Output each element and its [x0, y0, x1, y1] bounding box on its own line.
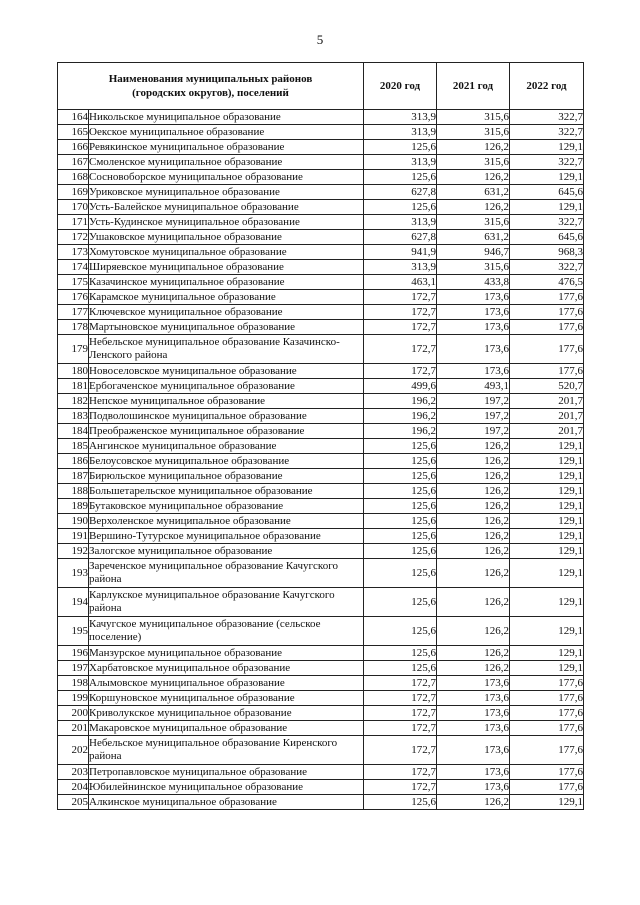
- page-number: 5: [316, 32, 324, 47]
- value-2020: 125,6: [364, 439, 437, 454]
- table-row: [58, 454, 584, 469]
- value-2022: 177,6: [510, 335, 584, 364]
- value-2022: 322,7: [510, 110, 584, 125]
- municipality-name: Оекское муниципальное образование: [89, 125, 364, 140]
- value-2020: 196,2: [364, 424, 437, 439]
- table-row: [58, 230, 584, 245]
- row-number: 186: [58, 454, 89, 469]
- row-number: 198: [58, 676, 89, 691]
- value-2022: 177,6: [510, 364, 584, 379]
- value-2021: 126,2: [437, 200, 510, 215]
- value-2020: 125,6: [364, 795, 437, 810]
- value-2020: 627,8: [364, 230, 437, 245]
- table-row: [58, 469, 584, 484]
- value-2020: 125,6: [364, 499, 437, 514]
- value-2021: 197,2: [437, 424, 510, 439]
- value-2022: 177,6: [510, 320, 584, 335]
- value-2020: 172,7: [364, 364, 437, 379]
- municipality-name: Криволукское муниципальное образование: [89, 706, 364, 721]
- municipality-name: Алкинское муниципальное образование: [89, 795, 364, 810]
- value-2022: 177,6: [510, 676, 584, 691]
- municipality-name: Вершино-Тутурское муниципальное образование: [89, 529, 364, 544]
- value-2022: 129,1: [510, 200, 584, 215]
- header-name-column: [58, 63, 364, 110]
- value-2021: 433,8: [437, 275, 510, 290]
- table-row: [58, 559, 584, 588]
- row-number: 185: [58, 439, 89, 454]
- row-number: 205: [58, 795, 89, 810]
- value-2020: 125,6: [364, 588, 437, 617]
- municipality-name: Сосновоборское муниципальное образование: [89, 170, 364, 185]
- row-number: 194: [58, 588, 89, 617]
- municipality-name: Бирюльское муниципальное образование: [89, 469, 364, 484]
- municipality-name: Зареченское муниципальное образование Качугского района: [89, 559, 364, 588]
- value-2021: 126,2: [437, 646, 510, 661]
- table-row: [58, 439, 584, 454]
- value-2020: 125,6: [364, 559, 437, 588]
- table-row: [58, 275, 584, 290]
- value-2022: 177,6: [510, 290, 584, 305]
- municipality-name: Коршуновское муниципальное образование: [89, 691, 364, 706]
- table-row: [58, 140, 584, 155]
- value-2022: 129,1: [510, 559, 584, 588]
- row-number: 172: [58, 230, 89, 245]
- value-2021: 946,7: [437, 245, 510, 260]
- row-number: 204: [58, 780, 89, 795]
- value-2021: 315,6: [437, 155, 510, 170]
- table-row: [58, 721, 584, 736]
- row-number: 199: [58, 691, 89, 706]
- row-number: 190: [58, 514, 89, 529]
- municipality-name: Небельское муниципальное образование Казачинско-Ленского района: [89, 335, 364, 364]
- table-row: [58, 245, 584, 260]
- municipality-name: Новоселовское муниципальное образование: [89, 364, 364, 379]
- value-2021: 173,6: [437, 320, 510, 335]
- row-number: 193: [58, 559, 89, 588]
- value-2022: 177,6: [510, 305, 584, 320]
- row-number: 202: [58, 736, 89, 765]
- value-2020: 172,7: [364, 676, 437, 691]
- value-2022: 177,6: [510, 765, 584, 780]
- value-2021: 126,2: [437, 559, 510, 588]
- value-2022: 476,5: [510, 275, 584, 290]
- value-2022: 129,1: [510, 499, 584, 514]
- value-2021: 126,2: [437, 454, 510, 469]
- value-2020: 313,9: [364, 215, 437, 230]
- header-name-line2: (городских округов), поселений: [132, 87, 289, 99]
- value-2022: 177,6: [510, 721, 584, 736]
- table-row: [58, 394, 584, 409]
- value-2021: 126,2: [437, 514, 510, 529]
- value-2020: 125,6: [364, 544, 437, 559]
- table-row: [58, 215, 584, 230]
- row-number: 196: [58, 646, 89, 661]
- value-2020: 313,9: [364, 260, 437, 275]
- value-2021: 315,6: [437, 260, 510, 275]
- row-number: 178: [58, 320, 89, 335]
- municipality-name: Качугское муниципальное образование (сельское поселение): [89, 617, 364, 646]
- municipality-name: Залогское муниципальное образование: [89, 544, 364, 559]
- value-2021: 315,6: [437, 215, 510, 230]
- value-2020: 172,7: [364, 736, 437, 765]
- municipality-name: Манзурское муниципальное образование: [89, 646, 364, 661]
- table-row: [58, 736, 584, 765]
- value-2020: 172,7: [364, 335, 437, 364]
- value-2021: 173,6: [437, 335, 510, 364]
- row-number: 175: [58, 275, 89, 290]
- value-2021: 173,6: [437, 290, 510, 305]
- table-row: [58, 320, 584, 335]
- value-2022: 129,1: [510, 514, 584, 529]
- value-2021: 126,2: [437, 795, 510, 810]
- value-2020: 172,7: [364, 780, 437, 795]
- row-number: 197: [58, 661, 89, 676]
- value-2020: 313,9: [364, 110, 437, 125]
- value-2022: 129,1: [510, 617, 584, 646]
- table-row: [58, 765, 584, 780]
- value-2021: 173,6: [437, 706, 510, 721]
- municipality-name: Белоусовское муниципальное образование: [89, 454, 364, 469]
- value-2020: 196,2: [364, 409, 437, 424]
- value-2020: 172,7: [364, 305, 437, 320]
- row-number: 187: [58, 469, 89, 484]
- municipality-name: Ушаковское муниципальное образование: [89, 230, 364, 245]
- row-number: 180: [58, 364, 89, 379]
- municipality-name: Усть-Кудинское муниципальное образование: [89, 215, 364, 230]
- value-2020: 313,9: [364, 125, 437, 140]
- municipality-name: Ключевское муниципальное образование: [89, 305, 364, 320]
- value-2020: 125,6: [364, 617, 437, 646]
- row-number: 191: [58, 529, 89, 544]
- table-row: [58, 588, 584, 617]
- row-number: 174: [58, 260, 89, 275]
- municipality-name: Петропавловское муниципальное образование: [89, 765, 364, 780]
- value-2022: 645,6: [510, 185, 584, 200]
- table-row: [58, 110, 584, 125]
- value-2022: 201,7: [510, 409, 584, 424]
- value-2021: 126,2: [437, 529, 510, 544]
- value-2022: 129,1: [510, 454, 584, 469]
- value-2022: 177,6: [510, 736, 584, 765]
- row-number: 164: [58, 110, 89, 125]
- header-year-2022: 2022 год: [510, 63, 584, 110]
- value-2021: 173,6: [437, 736, 510, 765]
- value-2022: 129,1: [510, 484, 584, 499]
- row-number: 176: [58, 290, 89, 305]
- value-2020: 172,7: [364, 320, 437, 335]
- row-number: 177: [58, 305, 89, 320]
- value-2022: 201,7: [510, 394, 584, 409]
- value-2021: 173,6: [437, 676, 510, 691]
- value-2020: 125,6: [364, 140, 437, 155]
- header-name-line1: Наименования муниципальных районов: [108, 73, 313, 85]
- header-year-2021: 2021 год: [437, 63, 510, 110]
- value-2021: 173,6: [437, 305, 510, 320]
- table-row: [58, 335, 584, 364]
- table-row: [58, 499, 584, 514]
- municipality-name: Алымовское муниципальное образование: [89, 676, 364, 691]
- table-row: [58, 200, 584, 215]
- value-2021: 126,2: [437, 439, 510, 454]
- row-number: 179: [58, 335, 89, 364]
- value-2020: 172,7: [364, 721, 437, 736]
- value-2022: 129,1: [510, 795, 584, 810]
- row-number: 195: [58, 617, 89, 646]
- value-2022: 129,1: [510, 170, 584, 185]
- municipality-name: Подволошинское муниципальное образование: [89, 409, 364, 424]
- value-2020: 125,6: [364, 529, 437, 544]
- table-row: [58, 305, 584, 320]
- value-2022: 129,1: [510, 469, 584, 484]
- value-2021: 315,6: [437, 110, 510, 125]
- table-row: [58, 409, 584, 424]
- municipality-name: Макаровское муниципальное образование: [89, 721, 364, 736]
- table-row: [58, 676, 584, 691]
- value-2020: 125,6: [364, 646, 437, 661]
- municipality-name: Большетарельское муниципальное образование: [89, 484, 364, 499]
- value-2021: 197,2: [437, 409, 510, 424]
- row-number: 168: [58, 170, 89, 185]
- value-2021: 315,6: [437, 125, 510, 140]
- municipality-name: Смоленское муниципальное образование: [89, 155, 364, 170]
- value-2022: 645,6: [510, 230, 584, 245]
- value-2022: 129,1: [510, 646, 584, 661]
- value-2022: 177,6: [510, 706, 584, 721]
- value-2022: 520,7: [510, 379, 584, 394]
- value-2021: 126,2: [437, 588, 510, 617]
- municipality-name: Юбилейнинское муниципальное образование: [89, 780, 364, 795]
- table-row: [58, 364, 584, 379]
- value-2022: 322,7: [510, 155, 584, 170]
- value-2022: 201,7: [510, 424, 584, 439]
- municipality-name: Карлукское муниципальное образование Качугского района: [89, 588, 364, 617]
- row-number: 170: [58, 200, 89, 215]
- table-row: [58, 155, 584, 170]
- value-2021: 631,2: [437, 185, 510, 200]
- value-2020: 196,2: [364, 394, 437, 409]
- value-2022: 129,1: [510, 439, 584, 454]
- data-table: [57, 62, 584, 810]
- value-2021: 197,2: [437, 394, 510, 409]
- table-row: [58, 706, 584, 721]
- table-row: [58, 780, 584, 795]
- municipality-name: Ревякинское муниципальное образование: [89, 140, 364, 155]
- table-header: [58, 63, 584, 110]
- table-row: [58, 529, 584, 544]
- value-2021: 126,2: [437, 617, 510, 646]
- row-number: 181: [58, 379, 89, 394]
- municipality-name: Харбатовское муниципальное образование: [89, 661, 364, 676]
- value-2021: 126,2: [437, 661, 510, 676]
- table-row: [58, 260, 584, 275]
- row-number: 171: [58, 215, 89, 230]
- table-row: [58, 661, 584, 676]
- table-row: [58, 484, 584, 499]
- municipality-name: Верхоленское муниципальное образование: [89, 514, 364, 529]
- municipality-name: Ширяевское муниципальное образование: [89, 260, 364, 275]
- value-2021: 493,1: [437, 379, 510, 394]
- value-2020: 313,9: [364, 155, 437, 170]
- table-row: [58, 617, 584, 646]
- value-2020: 463,1: [364, 275, 437, 290]
- value-2021: 126,2: [437, 484, 510, 499]
- value-2020: 125,6: [364, 484, 437, 499]
- row-number: 167: [58, 155, 89, 170]
- table-row: [58, 379, 584, 394]
- value-2021: 631,2: [437, 230, 510, 245]
- value-2022: 968,3: [510, 245, 584, 260]
- value-2020: 125,6: [364, 200, 437, 215]
- row-number: 192: [58, 544, 89, 559]
- value-2021: 173,6: [437, 780, 510, 795]
- value-2021: 126,2: [437, 544, 510, 559]
- value-2021: 173,6: [437, 691, 510, 706]
- value-2020: 125,6: [364, 514, 437, 529]
- table-row: [58, 125, 584, 140]
- value-2021: 126,2: [437, 170, 510, 185]
- row-number: 188: [58, 484, 89, 499]
- value-2021: 126,2: [437, 499, 510, 514]
- municipality-name: Казачинское муниципальное образование: [89, 275, 364, 290]
- value-2022: 129,1: [510, 588, 584, 617]
- municipality-name: Преображенское муниципальное образование: [89, 424, 364, 439]
- value-2022: 129,1: [510, 544, 584, 559]
- table-row: [58, 170, 584, 185]
- value-2020: 627,8: [364, 185, 437, 200]
- value-2022: 129,1: [510, 140, 584, 155]
- row-number: 166: [58, 140, 89, 155]
- row-number: 201: [58, 721, 89, 736]
- row-number: 169: [58, 185, 89, 200]
- value-2020: 125,6: [364, 170, 437, 185]
- value-2021: 173,6: [437, 721, 510, 736]
- value-2020: 941,9: [364, 245, 437, 260]
- value-2022: 129,1: [510, 661, 584, 676]
- value-2021: 173,6: [437, 765, 510, 780]
- municipality-name: Усть-Балейское муниципальное образование: [89, 200, 364, 215]
- value-2020: 499,6: [364, 379, 437, 394]
- municipality-name: Никольское муниципальное образование: [89, 110, 364, 125]
- value-2020: 172,7: [364, 290, 437, 305]
- table-row: [58, 544, 584, 559]
- table-row: [58, 424, 584, 439]
- table-body: [58, 110, 584, 810]
- municipality-name: Бутаковское муниципальное образование: [89, 499, 364, 514]
- municipality-name: Непское муниципальное образование: [89, 394, 364, 409]
- value-2022: 177,6: [510, 780, 584, 795]
- row-number: 183: [58, 409, 89, 424]
- value-2020: 125,6: [364, 454, 437, 469]
- table-row: [58, 290, 584, 305]
- value-2022: 322,7: [510, 260, 584, 275]
- value-2022: 129,1: [510, 529, 584, 544]
- row-number: 173: [58, 245, 89, 260]
- municipality-name: Небельское муниципальное образование Киренского района: [89, 736, 364, 765]
- value-2020: 172,7: [364, 765, 437, 780]
- row-number: 184: [58, 424, 89, 439]
- header-year-2020: 2020 год: [364, 63, 437, 110]
- table-row: [58, 795, 584, 810]
- value-2021: 126,2: [437, 140, 510, 155]
- municipality-name: Ербогаченское муниципальное образование: [89, 379, 364, 394]
- value-2022: 177,6: [510, 691, 584, 706]
- value-2020: 125,6: [364, 469, 437, 484]
- row-number: 165: [58, 125, 89, 140]
- value-2020: 172,7: [364, 706, 437, 721]
- table-row: [58, 646, 584, 661]
- value-2020: 125,6: [364, 661, 437, 676]
- value-2022: 322,7: [510, 125, 584, 140]
- municipality-name: Ангинское муниципальное образование: [89, 439, 364, 454]
- table-row: [58, 691, 584, 706]
- value-2021: 173,6: [437, 364, 510, 379]
- table-row: [58, 514, 584, 529]
- row-number: 203: [58, 765, 89, 780]
- value-2020: 172,7: [364, 691, 437, 706]
- municipality-name: Хомутовское муниципальное образование: [89, 245, 364, 260]
- value-2022: 322,7: [510, 215, 584, 230]
- row-number: 182: [58, 394, 89, 409]
- table-row: [58, 185, 584, 200]
- row-number: 189: [58, 499, 89, 514]
- municipality-name: Карамское муниципальное образование: [89, 290, 364, 305]
- municipality-name: Мартыновское муниципальное образование: [89, 320, 364, 335]
- value-2021: 126,2: [437, 469, 510, 484]
- municipality-name: Уриковское муниципальное образование: [89, 185, 364, 200]
- row-number: 200: [58, 706, 89, 721]
